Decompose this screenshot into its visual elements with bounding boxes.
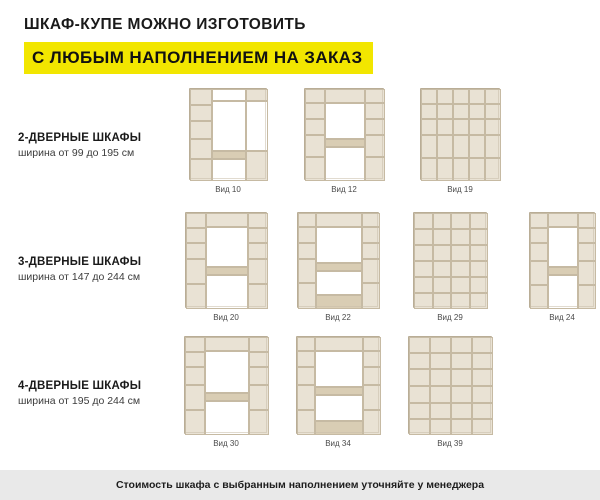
row-subtitle: ширина от 147 до 244 см [18, 271, 141, 283]
cell [305, 89, 325, 103]
cell [305, 157, 325, 181]
cell [297, 385, 315, 410]
cell [298, 259, 316, 283]
cell [362, 283, 380, 309]
cell [205, 401, 249, 435]
item-caption: Вид 19 [447, 185, 473, 194]
cell [363, 410, 381, 435]
cell [409, 419, 430, 435]
cell [451, 277, 470, 293]
cell [362, 227, 380, 243]
item-caption: Вид 24 [549, 313, 575, 322]
cell [325, 103, 365, 139]
cell [578, 213, 596, 228]
cell [315, 337, 363, 351]
cell [249, 337, 269, 352]
row-3-door [0, 212, 600, 336]
cell [248, 213, 268, 228]
wardrobe-drawing-vid-10 [189, 88, 267, 180]
cell [433, 261, 452, 277]
cell [437, 104, 453, 119]
cell [297, 367, 315, 385]
cell [206, 227, 248, 267]
cell [190, 105, 212, 121]
cell [186, 243, 206, 259]
cell [430, 403, 451, 419]
cell [205, 393, 249, 401]
cell [316, 213, 362, 227]
cell [530, 243, 548, 261]
wardrobe-drawing-vid-19 [420, 88, 500, 180]
cell [363, 367, 381, 385]
row-label-2-door [18, 88, 170, 159]
cell [472, 337, 493, 353]
cell [472, 369, 493, 386]
cell [305, 135, 325, 157]
cell [185, 367, 205, 385]
cell [316, 295, 362, 309]
cell [548, 227, 578, 267]
cell [363, 337, 381, 351]
cell [305, 103, 325, 119]
cell [470, 293, 489, 309]
cell [433, 293, 452, 309]
cell [469, 158, 485, 181]
cell [485, 158, 501, 181]
cell [437, 89, 453, 104]
cell [298, 213, 316, 227]
cell [472, 419, 493, 435]
cell [363, 385, 381, 410]
cell [316, 263, 362, 271]
cell [470, 261, 489, 277]
row-items-3-door [170, 212, 600, 322]
wardrobe-item[interactable] [170, 336, 282, 448]
cell [433, 245, 452, 261]
header [0, 0, 600, 74]
cell [409, 386, 430, 403]
cell [414, 229, 433, 245]
cell [470, 213, 489, 229]
cell [578, 261, 596, 285]
cell [430, 386, 451, 403]
footer-note: Стоимость шкафа с выбранным наполнением уточняйте у менеджера [115, 479, 485, 491]
cell [451, 229, 470, 245]
cell [530, 261, 548, 285]
cell [315, 421, 363, 435]
cell [451, 403, 472, 419]
cell [212, 89, 246, 101]
cell [451, 261, 470, 277]
cell [205, 337, 249, 351]
wardrobe-item[interactable] [506, 212, 600, 322]
cell [472, 386, 493, 403]
cell [433, 277, 452, 293]
cell [451, 369, 472, 386]
cell [433, 229, 452, 245]
cell [248, 284, 268, 309]
cell [248, 228, 268, 243]
cell [451, 293, 470, 309]
cell [325, 139, 365, 147]
cell [414, 261, 433, 277]
item-caption: Вид 10 [215, 185, 241, 194]
cell [365, 135, 385, 157]
row-4-door [0, 336, 600, 460]
row-2-door [0, 88, 600, 212]
wardrobe-item[interactable] [394, 336, 506, 448]
cell [190, 89, 212, 105]
cell [414, 213, 433, 229]
cell [485, 89, 501, 104]
cell [421, 104, 437, 119]
row-subtitle: ширина от 99 до 195 см [18, 147, 135, 159]
cell [206, 213, 248, 227]
cell [430, 353, 451, 369]
cell [409, 369, 430, 386]
cell [365, 103, 385, 119]
cell [362, 259, 380, 283]
cell [433, 213, 452, 229]
cell [190, 159, 212, 181]
cell [437, 119, 453, 135]
cell [437, 135, 453, 158]
cell [190, 121, 212, 139]
cell [362, 213, 380, 227]
wardrobe-drawing-vid-30 [184, 336, 268, 434]
cell [485, 135, 501, 158]
cell [421, 158, 437, 181]
header-title-line1: ШКАФ-КУПЕ МОЖНО ИЗГОТОВИТЬ [24, 16, 306, 33]
cell [469, 104, 485, 119]
cell [297, 337, 315, 351]
cell [316, 271, 362, 295]
row-items-2-door [170, 88, 600, 194]
row-label-4-door [18, 336, 170, 407]
cell [186, 213, 206, 228]
row-label-3-door [18, 212, 170, 283]
cell [185, 385, 205, 410]
cell [421, 135, 437, 158]
cell [298, 283, 316, 309]
row-subtitle: ширина от 195 до 244 см [18, 395, 141, 407]
wardrobe-drawing-vid-24 [529, 212, 595, 308]
cell [430, 419, 451, 435]
cell [190, 139, 212, 159]
wardrobe-drawing-vid-34 [296, 336, 380, 434]
cell [297, 351, 315, 367]
row-items-4-door [170, 336, 600, 448]
cell [548, 213, 578, 227]
header-title-line2: С ЛЮБЫМ НАПОЛНЕНИЕМ НА ЗАКАЗ [24, 42, 373, 74]
cell [249, 367, 269, 385]
wardrobe-item[interactable] [282, 212, 394, 322]
cell [185, 410, 205, 435]
cell [578, 285, 596, 309]
cell [451, 419, 472, 435]
wardrobe-item[interactable] [394, 212, 506, 322]
cell [409, 403, 430, 419]
item-caption: Вид 20 [213, 313, 239, 322]
cell [470, 277, 489, 293]
cell [212, 101, 246, 151]
cell [315, 395, 363, 421]
cell [362, 243, 380, 259]
cell [453, 158, 469, 181]
item-caption: Вид 12 [331, 185, 357, 194]
cell [414, 293, 433, 309]
cell [409, 353, 430, 369]
cell [470, 245, 489, 261]
cell [246, 151, 268, 181]
cell [316, 227, 362, 263]
cell [485, 104, 501, 119]
item-caption: Вид 30 [213, 439, 239, 448]
wardrobe-drawing-vid-12 [304, 88, 384, 180]
cell [365, 157, 385, 181]
cell [453, 119, 469, 135]
wardrobe-item[interactable] [282, 336, 394, 448]
cell [472, 403, 493, 419]
cell [186, 259, 206, 284]
cell [185, 352, 205, 367]
cell [297, 410, 315, 435]
cell [472, 353, 493, 369]
wardrobe-drawing-vid-22 [297, 212, 379, 308]
cell [325, 89, 365, 103]
cell [421, 89, 437, 104]
cell [298, 227, 316, 243]
item-caption: Вид 39 [437, 439, 463, 448]
wardrobe-drawing-vid-20 [185, 212, 267, 308]
cell [206, 275, 248, 309]
wardrobe-rows [0, 88, 600, 460]
cell [414, 277, 433, 293]
cell [185, 337, 205, 352]
cell [453, 89, 469, 104]
cell [548, 267, 578, 275]
item-caption: Вид 29 [437, 313, 463, 322]
cell [212, 151, 246, 159]
cell [414, 245, 433, 261]
cell [469, 135, 485, 158]
cell [451, 245, 470, 261]
cell [430, 337, 451, 353]
cell [530, 213, 548, 228]
wardrobe-item[interactable] [402, 88, 518, 194]
cell [298, 243, 316, 259]
cell [451, 353, 472, 369]
wardrobe-drawing-vid-29 [413, 212, 487, 308]
cell [206, 267, 248, 275]
cell [578, 243, 596, 261]
cell [248, 243, 268, 259]
cell [249, 410, 269, 435]
cell [246, 89, 268, 101]
cell [421, 119, 437, 135]
cell [451, 337, 472, 353]
cell [248, 259, 268, 284]
cell [437, 158, 453, 181]
cell [451, 213, 470, 229]
cell [485, 119, 501, 135]
cell [186, 228, 206, 243]
cell [315, 351, 363, 387]
cell [212, 159, 246, 181]
cell [530, 228, 548, 243]
row-title: 2-ДВЕРНЫЕ ШКАФЫ [18, 132, 142, 144]
cell [305, 119, 325, 135]
cell [315, 387, 363, 395]
item-caption: Вид 34 [325, 439, 351, 448]
row-title: 3-ДВЕРНЫЕ ШКАФЫ [18, 256, 142, 268]
cell [453, 104, 469, 119]
cell [249, 385, 269, 410]
cell [451, 386, 472, 403]
cell [453, 135, 469, 158]
cell [470, 229, 489, 245]
cell [365, 89, 385, 103]
cell [186, 284, 206, 309]
row-title: 4-ДВЕРНЫЕ ШКАФЫ [18, 380, 142, 392]
wardrobe-item[interactable] [170, 212, 282, 322]
wardrobe-drawing-vid-39 [408, 336, 492, 434]
cell [409, 337, 430, 353]
cell [548, 275, 578, 309]
cell [530, 285, 548, 309]
wardrobe-item[interactable] [170, 88, 286, 194]
cell [365, 119, 385, 135]
footer-bar [0, 470, 600, 500]
cell [205, 351, 249, 393]
item-caption: Вид 22 [325, 313, 351, 322]
wardrobe-item[interactable] [286, 88, 402, 194]
cell [363, 351, 381, 367]
cell [469, 89, 485, 104]
cell [469, 119, 485, 135]
cell [578, 228, 596, 243]
cell [430, 369, 451, 386]
cell [246, 101, 268, 151]
cell [249, 352, 269, 367]
cell [325, 147, 365, 181]
